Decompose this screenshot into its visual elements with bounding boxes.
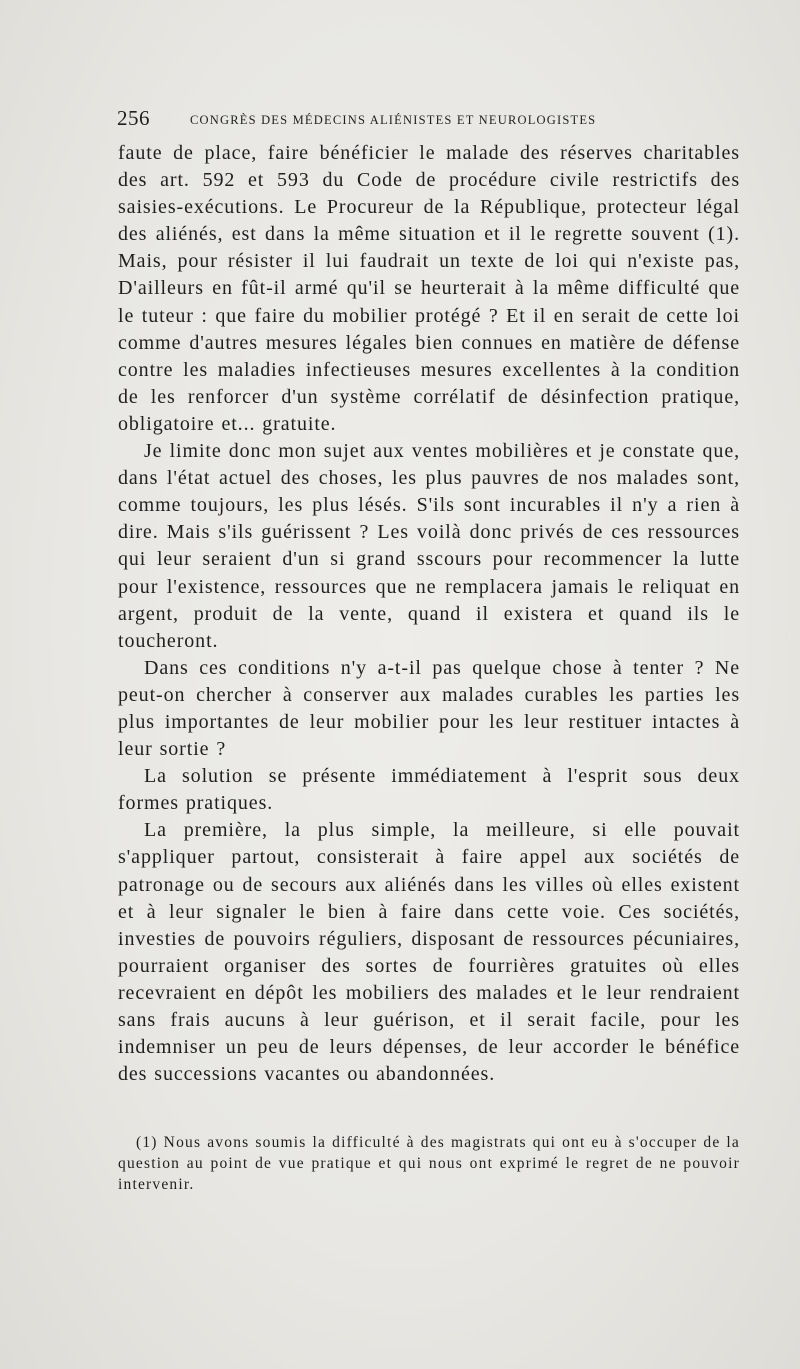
footnote-text: (1) Nous avons soumis la difficulté à des magistrats qui ont eu à s'occuper de la question au point de vue pratique et qui nous ont exprimé le regret de ne pouvoir intervenir.	[118, 1134, 740, 1193]
footnote	[118, 1132, 740, 1195]
paragraph: Je limite donc mon sujet aux ventes mobilières et je constate que, dans l'état actuel des choses, les plus pauvres de nos malades sont, comme toujours, les plus lésés. S'ils sont incurables il n'y a rien à dire. Mais s'ils guérissent ? Les voilà donc privés de ces ressources qui leur seraient d'un si grand sscours pour recommencer la lutte pour l'existence, ressources que ne remplacera jamais le reliquat en argent, produit de la vente, quand il existera et quand ils le toucheront.	[118, 440, 740, 652]
running-title: CONGRÈS DES MÉDECINS ALIÉNISTES ET NEUROLOGISTES	[190, 113, 597, 127]
paragraph: Dans ces conditions n'y a-t-il pas quelque chose à tenter ? Ne peut-on chercher à conserver aux malades curables les parties les plus importantes de leur mobilier pour les leur restituer intactes à leur sortie ?	[118, 656, 740, 761]
page-number: 256	[117, 106, 150, 130]
paragraph: La solution se présente immédiatement à l'esprit sous deux formes pratiques.	[118, 765, 740, 815]
body-text	[118, 140, 740, 1088]
page-header	[117, 106, 677, 130]
paragraph: faute de place, faire bénéficier le malade des réserves charitables des art. 592 et 593 du Code de procédure civile restrictifs des saisies-exécutions. Le Procureur de la République, protecteur légal des aliénés, est dans la même situation et il le regrette souvent (1). Mais, pour résister il lui faudrait un texte de loi qui n'existe pas, D'ailleurs en fût-il armé qu'il se heurterait à la même difficulté que le tuteur : que faire du mobilier protégé ? Et il en serait de cette loi comme d'autres mesures légales bien connues en matière de défense contre les maladies infectieuses mesures excellentes à la condition de les renforcer d'un système corrélatif de désinfection pratique, obligatoire et... gratuite.	[118, 142, 740, 435]
paragraph: La première, la plus simple, la meilleure, si elle pouvait s'appliquer partout, consisterait à faire appel aux sociétés de patronage ou de secours aux aliénés dans les villes où elles existent et à leur signaler le bien à faire dans cette voie. Ces sociétés, investies de pouvoirs réguliers, disposant de ressources pécuniaires, pourraient organiser des sortes de fourrières gratuites où elles recevraient en dépôt les mobiliers des malades et le leur rendraient sans frais aucuns à leur guérison, et il serait facile, pour les indemniser un peu de leurs dépenses, de leur accorder le bénéfice des successions vacantes ou abandonnées.	[118, 819, 740, 1086]
